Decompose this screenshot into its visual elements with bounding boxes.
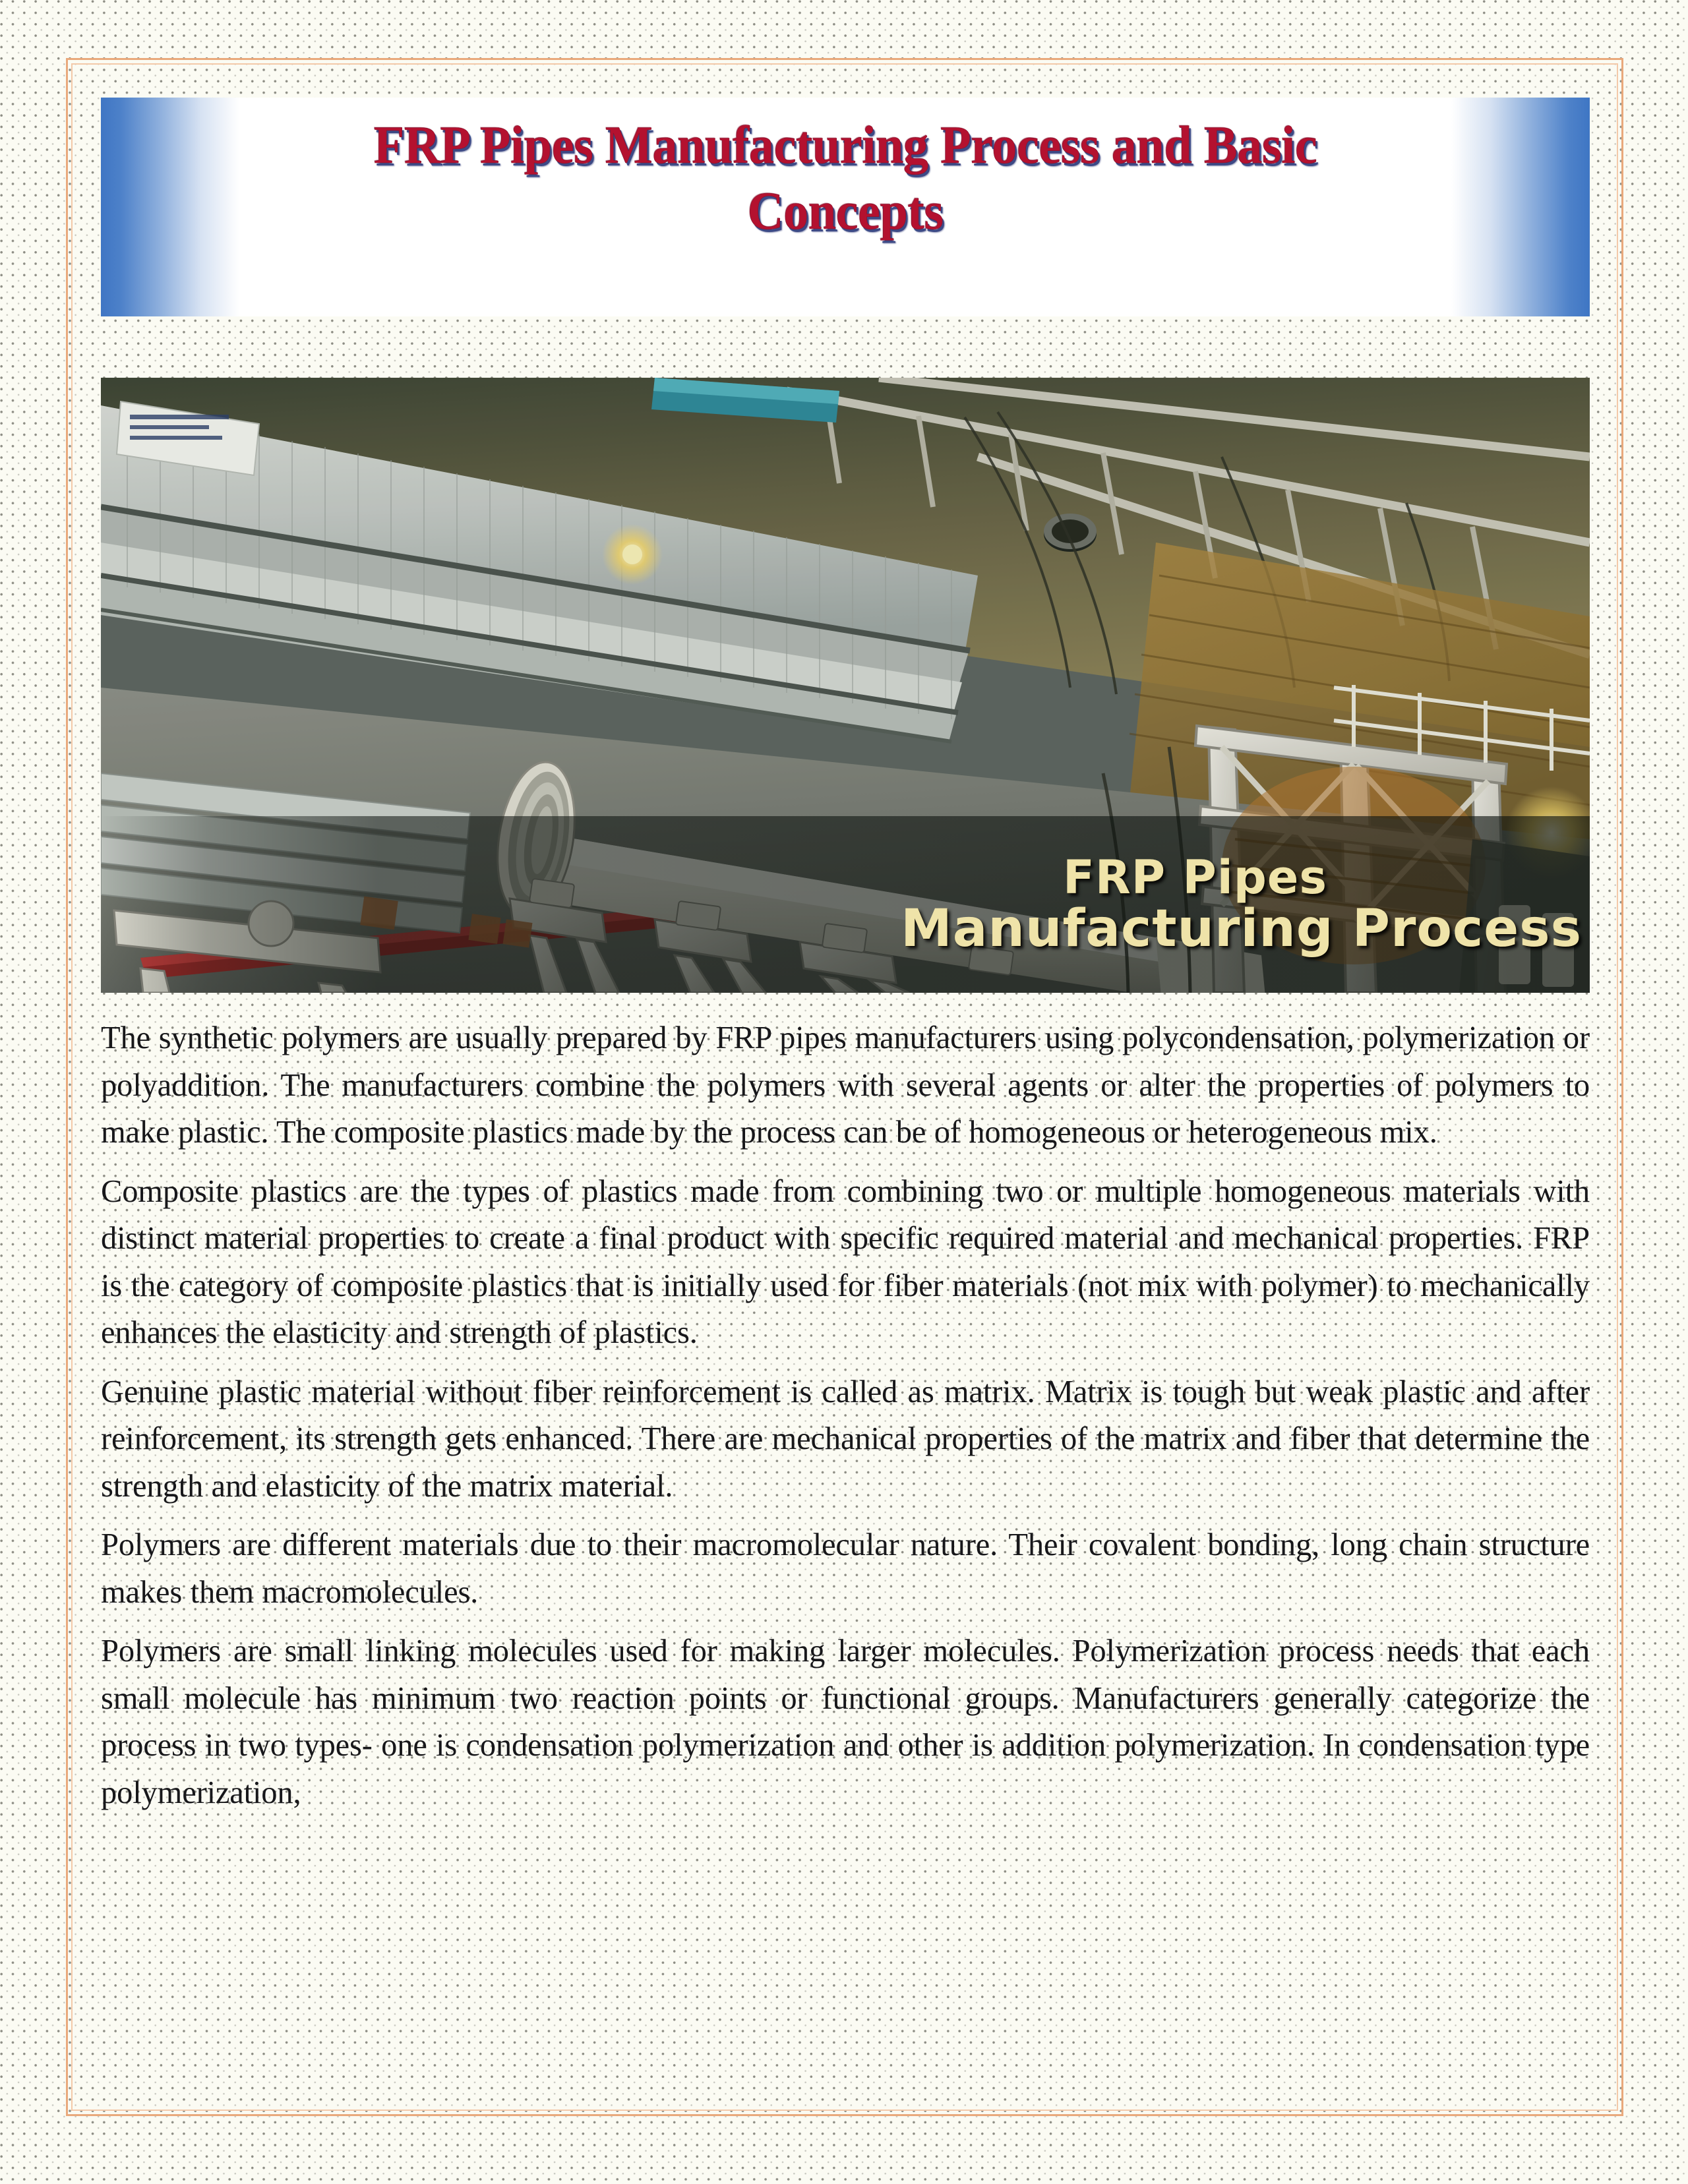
body-paragraph-2: Composite plastics are the types of plastics made from combining two or multiple homogeneous materials with distinct material properties to create a final product with specific required material and mechanical properties. FRP is the category of composite plastics that is initially used for fiber materials (not mix with polymer) to mechanically enhances the elasticity and strength of plastics.: [101, 1173, 1590, 1350]
hero-photo: [101, 378, 1590, 993]
page-title-line-2: Concepts: [747, 181, 944, 241]
body-paragraph-1: The synthetic polymers are usually prepared by FRP pipes manufacturers using polycondensation, polymerization or polyaddition. The manufacturers combine the polymers with several agents or alter the properties of polymers to make plastic. The composite plastics made by the process can be of homogeneous or heterogeneous mix.: [101, 1020, 1590, 1150]
body-paragraph-4: Polymers are different materials due to their macromolecular nature. Their covalent bonding, long chain structure makes them macromolecules.: [101, 1527, 1590, 1610]
page-title: [287, 112, 1404, 244]
page-title-line-1: FRP Pipes Manufacturing Process and Basic: [373, 115, 1317, 175]
document-sheet: [101, 98, 1590, 1816]
header-banner: [101, 98, 1590, 316]
body-paragraph-5: Polymers are small linking molecules used for making larger molecules. Polymerization process needs that each small molecule has minimum two reaction points or functional groups. Manufacturers generally categorize the process in two types- one is condensation polymerization and other is addition polymerization. In condensation type polymerization,: [101, 1634, 1590, 1810]
photo-caption-line-2: Manufacturing Process: [901, 899, 1582, 959]
body-paragraph-3: Genuine plastic material without fiber reinforcement is called as matrix. Matrix is tough but weak plastic and after reinforcement, its strength gets enhanced. There are mechanical properties of the matrix and fiber that determine the strength and elasticity of the matrix material.: [101, 1374, 1590, 1504]
photo-caption-overlay: [101, 816, 1590, 993]
article-body: [101, 1015, 1590, 1816]
photo-caption-line-1: FRP Pipes: [1063, 850, 1327, 904]
